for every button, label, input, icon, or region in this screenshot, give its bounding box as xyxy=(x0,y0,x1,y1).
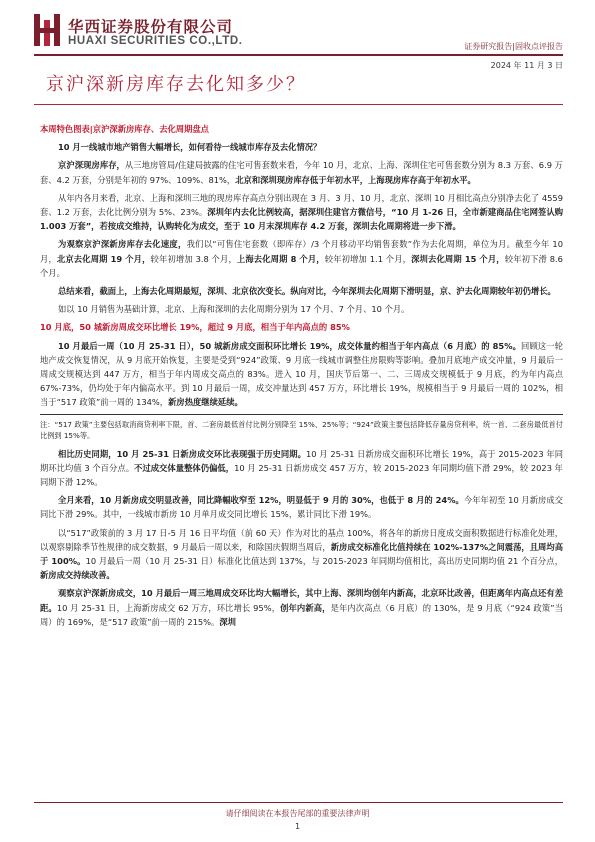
title-divider xyxy=(34,104,563,105)
page-number: 1 xyxy=(294,822,301,831)
report-date: 2024 年 11 月 3 日 xyxy=(490,61,563,70)
report-body xyxy=(40,122,563,633)
page-title: 京沪深新房库存去化知多少？ xyxy=(46,74,306,95)
paragraph-tier1-cities: 观察京沪深新房成交，10 月最后一周三地周成交环比均大幅增长，其中上海、深圳均创年内新高，北京环比改善，但距离年内高点还有差距。10 月 25-31 日，上海新房成交 62 万方，环比增长 95%，创年内新高，是年内次高点（6 月底）的 130%，是 9 月底（“924 政策”当周）的 169%，是“517 政策”前一周的 215%。深圳 xyxy=(40,588,563,627)
paragraph-summary: 总结来看，截面上，上海去化周期最短，深圳、北京依次变长。纵向对比，今年深圳去化周期下滑明显，京、沪去化周期较年初仍增长。 xyxy=(58,286,556,297)
header-divider xyxy=(34,54,563,56)
section-heading: 本周特色图表|京沪深新房库存、去化周期盘点 xyxy=(40,124,209,134)
paragraph-inventory: 京沪深现房库存，从三地房管局/住建局披露的住宅可售套数来看，今年 10 月，北京、上海、深圳住宅可售套数分别为 8.3 万套、6.9 万套、4.2 万套，分别是年初的 97%、109%、81%，北京和深圳现房库存低于年初水平，上海现房库存高于年初水平。 xyxy=(40,160,563,185)
paragraph-historical: 相比历史同期，10 月 25-31 日新房成交环比表现强于历史同期。10 月 25-31 日新房成交面积环比增长 19%，高于 2015-2023 年同期环比均值 3 个百分点。不过成交体量整体仍偏低，10 月 25-31 日新房成交 457 万方，较 2015-2023 年同期均值下滑 29%，较 2023 年同期下滑 12%。 xyxy=(40,448,563,488)
footer-divider xyxy=(34,802,563,803)
paragraph-destock-cycle: 为观察京沪深新房库存去化速度，我们以“可售住宅套数（即库存）/3 个月移动平均销售套数”作为去化周期，单位为月。截至今年 10 月，北京去化周期 19 个月，较年初增加 3.8 个月，上海去化周期 8 个月，较年初增加 1.1 个月，深圳去化周期 15 个月，较年初下滑 8.6 个月。 xyxy=(40,239,563,278)
brand-name-cn: 华西证券股份有限公司 xyxy=(68,17,234,36)
note-divider xyxy=(40,414,563,415)
huaxi-logo xyxy=(34,14,62,46)
key-question: 10 月一线城市地产销售大幅增长，如何看待一线城市库存及去化情况？ xyxy=(58,142,322,153)
paragraph-full-month: 全月来看，10 月新房成交明显改善，同比降幅收窄至 12%，明显低于 9 月的 30%，也低于 8 月的 24%。今年年初至 10 月新房成交同比下滑 29%。其中，一线城市新房 10 月单月成交同比增长 15%，累计同比下滑 19%。 xyxy=(40,495,564,520)
paragraph-monthly-peak: 从年内各月来看，北京、上海和深圳三地的现房库存高点分别出现在 3 月、3 月、10 月，北京、深圳 10 月相比高点分别净去化了 4559 套、1.2 万套，去化比例分别为 5%、23%。深圳年内去化比例较高，据深圳住建官方微信号，“10 月 1-26 日，全市新建商品住宅网签认购 1.003 万套”，若按成交维持，认购转化为成交，至于 10 月末深圳库存 4.2 万套，深圳去化周期将进一步下滑。 xyxy=(40,192,563,232)
footer-disclaimer: 请仔细阅读在本报告尾部的重要法律声明 xyxy=(225,809,370,818)
paragraph-weekly-sales: 10 月最后一周（10 月 25-31 日），50 城新房成交面积环比增长 19%，成交体量约相当于年内高点（6 月底）的 85%。回顾这一轮地产成交恢复情况，从 9 月底开始恢复，主要是受到“924”政策、9 月底一线城市调整住房限购等影响。叠加月底地产成交冲量，9 月最后一周成交规模达到 447 万方，相当于年内周成交高点的 83%。进入 10 月，国庆节后第一、二、三周成交规模低于 9 月底，约为年内高点 67%-73%，仍均处于年内偏高水平。到 10 月最后一周，成交冲量达到 457 万方，环比增长 19%，规模相当于 9 月最后一周的 102%，相当于“517 政策”前一周的 134%，新房热度继续延续。 xyxy=(40,340,563,408)
paragraph-standardized: 以“517”政策前的 3 月 17 日-5 月 16 日平均值（前 60 天）作为对比的基点 100%，将各年的新房日度成交面积数据进行标准化处理，以观察剔除季节性规律的成交数据，9 月最后一周以来，和除国庆假期当周后，新房成交标准化比值持续在 102%-137%之间震荡，且周均高于 100%。10 月最后一周（10 月 25-31 日）标准化比值达到 137%，与 2015-2023 年同期均值相比，高出历史同期均值 21 个百分点，新房成交持续改善。 xyxy=(40,527,564,581)
brand-name-en: HUAXI SECURITIES CO.,LTD. xyxy=(68,35,243,47)
highlight-heading: 10 月底，50 城新房周成交环比增长 19%，超过 9 月底，相当于年内高点的 85% xyxy=(40,322,350,333)
policy-note: 注：“517 政策”主要包括取消商贷利率下限，首、二套房最低首付比例分别降至 15%、25%等；“924”政策主要包括降低存量房贷利率，统一首、二套房最低首付比例到 15%等。 xyxy=(40,419,563,440)
paragraph-october-basis: 如以 10 月销售为基础计算，北京、上海和深圳的去化周期分别为 17 个月、7 个月、10 个月。 xyxy=(58,304,410,315)
report-type: 证券研究报告|固收点评报告 xyxy=(464,42,563,51)
